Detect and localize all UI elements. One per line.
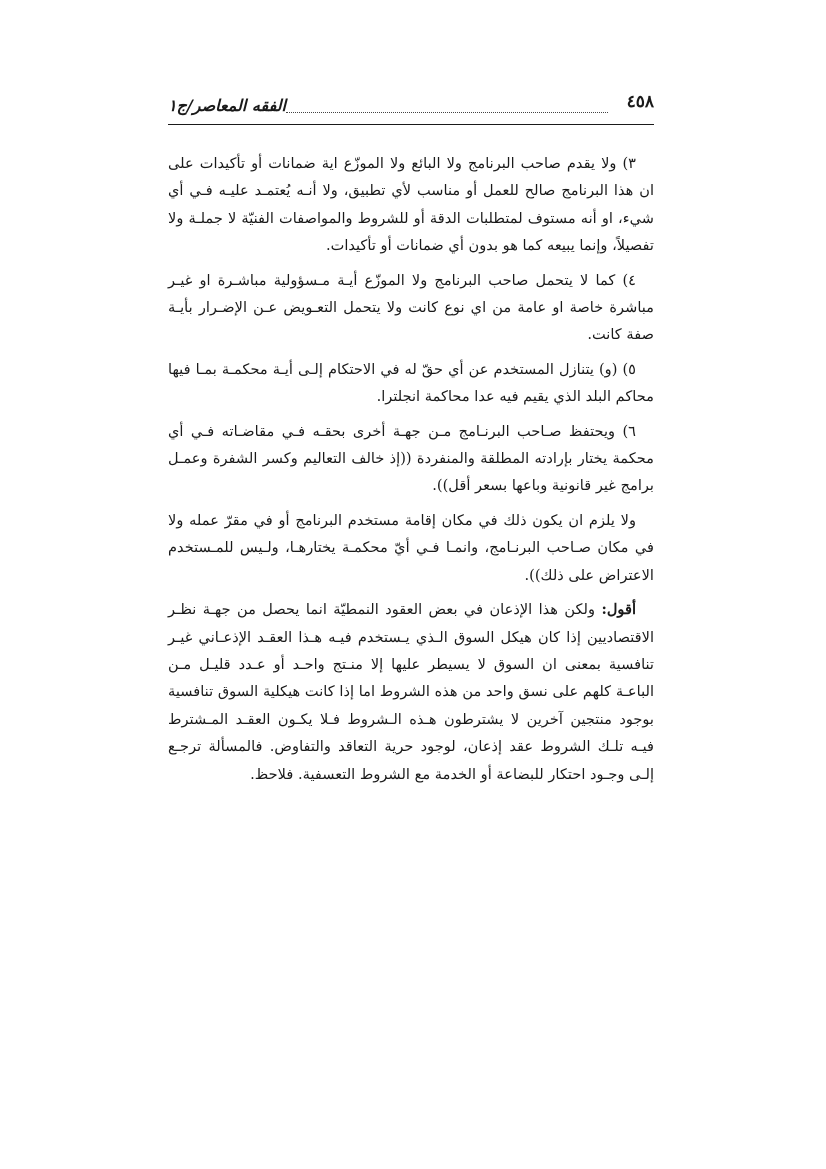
page-header — [168, 92, 654, 122]
page-number: ٤٥٨ — [626, 92, 654, 112]
header-rule — [168, 124, 654, 125]
paragraph-6: ٦) ويحتفظ صـاحب البرنـامج مـن جهـة أخرى بحقـه فـي مقاضـاته فـي أي محكمة يختار بإرادته المطلقة والمنفردة ((إذ خالف التعاليم وكسر الشفرة وعمـل برامج غير قانونية وباعها بسعر أقل)). — [168, 422, 654, 495]
paragraph-comment — [168, 596, 654, 788]
running-title: الفقه المعاصر/ج١ — [168, 96, 286, 115]
paragraph-jurisdiction: ولا يلزم ان يكون ذلك في مكان إقامة مستخدم البرنامج أو في مقرّ عمله ولا في مكان صـاحب البرنـامج، وانمـا فـي أيّ محكمـة يختارهـا، ولـيس للمـستخدم الاعتراض على ذلك)). — [168, 511, 654, 584]
paragraph-5: ٥) (و) يتنازل المستخدم عن أي حقّ له في الاحتكام إلـى أيـة محكمـة بمـا فيها محاكم البلد الذي يقيم فيه عدا محاكمة انجلترا. — [168, 360, 654, 406]
paragraph-3: ٣) ولا يقدم صاحب البرنامج ولا البائع ولا الموزّع اية ضمانات أو تأكيدات على ان هذا البرنامج صالح للعمل أو مناسب لأي تطبيق، ولا أنـه يُعتمـد عليـه فـي أي شيء، او أنه مستوف لمتطلبات الدقة أو للشروط والمواصفات الفنيّة لا جملـة ولا تفصيلاً، وإنما يبيعه كما هو بدون أي ضمانات أو تأكيدات. — [168, 155, 654, 255]
paragraph-4: ٤) كما لا يتحمل صاحب البرنامج ولا الموزّع أيـة مـسؤولية مباشـرة او غيـر مباشرة خاصة او عامة من اي نوع كانت ولا يتحمل التعـويض عـن الإضـرار بأيـة صفة كانت. — [168, 271, 654, 344]
header-dot-leader — [286, 112, 608, 113]
comment-text: ولكن هذا الإذعان في بعض العقود النمطيّة انما يحصل من جهـة نظـر الاقتصاديين إذا كان هيكل السوق الـذي يـستخدم فيـه هـذا العقـد الإذعـاني غيـر تنافسية بمعنى ان السوق لا يسيطر عليها إلا منـتج واحـد أو عـدد قليـل مـن الباعـة كلهم على نسق واحد من هذه الشروط اما إذا كانت هيكلية السوق تنافسية بوجود منتجين آخرين لا يشترطون هـذه الـشروط فـلا يكـون العقـد المـشترط فيـه تلـك الشروط عقد إذعان، لوجود حرية التعاقد والتفاوض. فالمسألة ترجـع إلـى وجـود احتكار للبضاعة أو الخدمة مع الشروط التعسفية. فلاحظ. — [168, 601, 654, 783]
comment-lead: أقول: — [601, 601, 636, 619]
page-body — [168, 150, 654, 795]
